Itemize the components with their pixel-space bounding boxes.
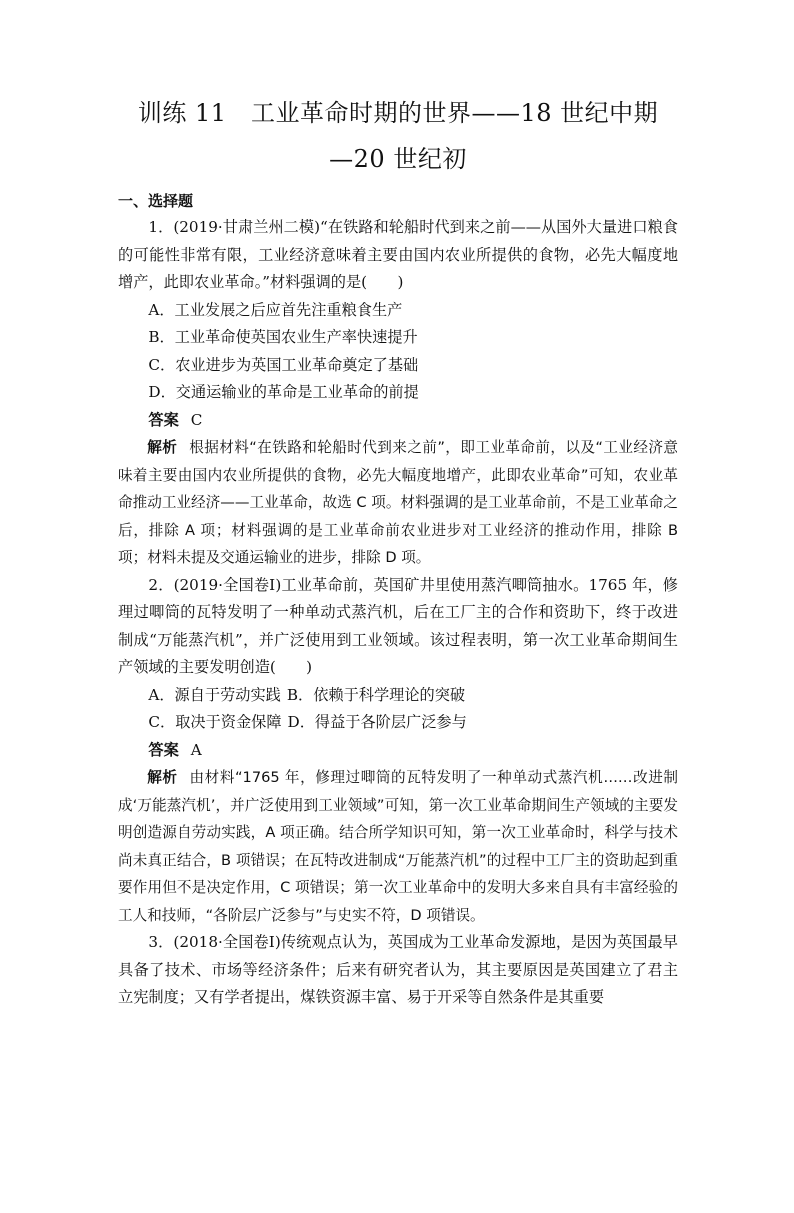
question-1-option-c: C．农业进步为英国工业革命奠定了基础 (148, 355, 419, 374)
question-2-options-row1 (118, 682, 678, 710)
answer-label: 答案 (148, 410, 179, 429)
question-2-option-d: D．得益于各阶层广泛参与 (287, 713, 467, 731)
question-2-options-row2 (118, 709, 678, 737)
explanation-text: 由材料“1765 年，修理过唧筒的瓦特发明了一种单动式蒸汽机……改进制成‘万能蒸汽机’，并广泛使用到工业领域”可知，第一次工业革命期间生产领域的主要发明创造源自劳动实践，A 项正确。结合所学知识可知，第一次工业革命时，科学与技术尚未真正结合，B 项错误；在瓦特改进制成“万能蒸汽机”的过程中工厂主的资助起到重要作用但不是决定作用，C 项错误；第一次工业革命中的发明大多来自具有丰富经验的工人和技师，“各阶层广泛参与”与史实不符，D 项错误。 (118, 769, 678, 924)
answer-value: A (190, 740, 202, 759)
explanation-label: 解析 (147, 439, 178, 456)
answer-value: C (190, 410, 203, 429)
section-heading: 一、选择题 (118, 192, 194, 210)
question-1-option-a: A．工业发展之后应首先注重粮食生产 (148, 300, 403, 319)
question-1-explanation (118, 434, 678, 572)
question-3-stem: 3．(2018·全国卷Ⅰ)传统观点认为，英国成为工业革命发源地，是因为英国最早具备了技术、市场等经济条件；后来有研究者认为，其主要原因是英国建立了君主立宪制度；又有学者提出，煤铁资源丰富、易于开采等自然条件是其重要 (118, 933, 678, 1006)
question-2-answer (118, 737, 678, 765)
question-2-explanation (118, 764, 678, 929)
document-page (0, 90, 794, 1213)
explanation-label: 解析 (147, 769, 178, 786)
answer-label: 答案 (148, 740, 179, 759)
document-title-line1: 训练 11 工业革命时期的世界——18 世纪中期 (137, 99, 659, 127)
document-title-line2: —20 世纪初 (329, 145, 467, 173)
question-2 (118, 572, 678, 930)
question-2-option-a: A．源自于劳动实践 (148, 685, 281, 704)
question-1-stem: 1．(2019·甘肃兰州二模)“在铁路和轮船时代到来之前——从国外大量进口粮食的可能性非常有限，工业经济意味着主要由国内农业所提供的食物，必先大幅度地增产，此即农业革命。”材料强调的是( ) (118, 218, 678, 291)
question-1-answer (118, 407, 678, 435)
question-3 (118, 929, 678, 1012)
question-1 (118, 214, 678, 572)
question-1-option-d: D．交通运输业的革命是工业革命的前提 (148, 383, 419, 401)
question-1-option-b: B．工业革命使英国农业生产率快速提升 (148, 328, 418, 346)
explanation-text: 根据材料“在铁路和轮船时代到来之前”，即工业革命前，以及“工业经济意味着主要由国内农业所提供的食物，必先大幅度地增产，此即农业革命”可知，农业革命推动工业经济——工业革命，故选 C 项。材料强调的是工业革命前，不是工业革命之后，排除 A 项；材料强调的是工业革命前农业进步对工业经济的推动作用，排除 B 项；材料未提及交通运输业的进步，排除 D 项。 (118, 439, 678, 566)
question-2-option-c: C．取决于资金保障 (148, 713, 282, 731)
question-2-option-b: B．依赖于科学理论的突破 (286, 685, 466, 704)
question-2-stem: 2．(2019·全国卷Ⅰ)工业革命前，英国矿井里使用蒸汽唧筒抽水。1765 年，修理过唧筒的瓦特发明了一种单动式蒸汽机，后在工厂主的合作和资助下，终于改进制成“万能蒸汽机”，并广泛使用到工业领域。该过程表明，第一次工业革命期间生产领域的主要发明创造( ) (118, 575, 678, 676)
